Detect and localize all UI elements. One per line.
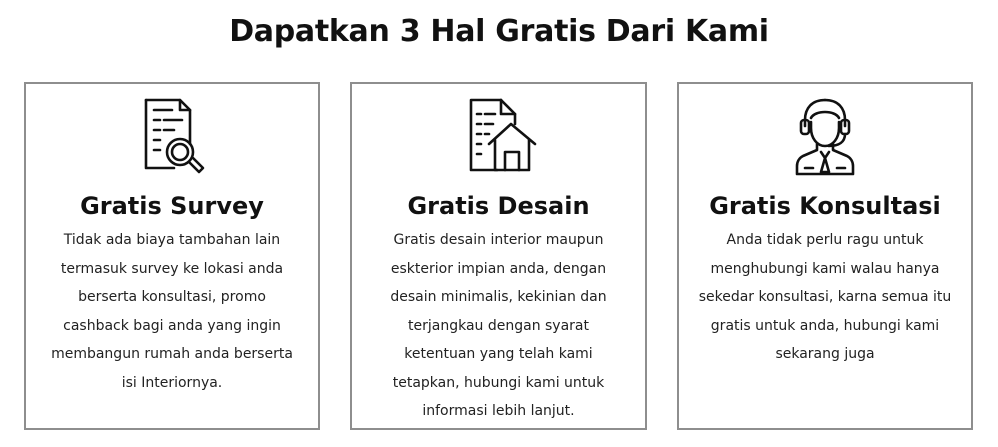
card-title: Gratis Survey bbox=[80, 192, 264, 220]
section-title: Dapatkan 3 Hal Gratis Dari Kami bbox=[229, 14, 769, 49]
description-line: Gratis desain interior maupun bbox=[393, 232, 604, 248]
description-line: ketentuan yang telah kami bbox=[404, 346, 593, 362]
description-line: isi Interiornya. bbox=[121, 374, 223, 391]
card-title: Gratis Desain bbox=[407, 192, 590, 220]
description-line: membangun rumah anda berserta bbox=[51, 346, 293, 362]
description-line: tetapkan, hubungi kami untuk bbox=[392, 374, 605, 391]
card-gratis-desain bbox=[350, 82, 647, 430]
description-line: Anda tidak perlu ragu untuk bbox=[726, 232, 924, 248]
card-gratis-survey bbox=[24, 82, 320, 430]
description-line: berserta konsultasi, promo bbox=[78, 289, 266, 305]
card-description bbox=[362, 226, 635, 426]
description-line: cashback bagi anda yang ingin bbox=[63, 317, 281, 334]
card-gratis-konsultasi bbox=[677, 82, 973, 430]
document-house-icon bbox=[459, 92, 539, 180]
description-line: gratis untuk anda, hubungi kami bbox=[710, 317, 940, 334]
description-line: informasi lebih lanjut. bbox=[422, 403, 575, 419]
description-line: terjangkau dengan syarat bbox=[408, 317, 589, 334]
description-line: termasuk survey ke lokasi anda bbox=[60, 260, 284, 277]
headset-agent-icon bbox=[785, 92, 865, 180]
card-title: Gratis Konsultasi bbox=[709, 192, 941, 220]
description-line: Tidak ada biaya tambahan lain bbox=[63, 232, 281, 248]
card-description bbox=[689, 226, 961, 369]
description-line: desain minimalis, kekinian dan bbox=[390, 289, 607, 305]
description-line: sekarang juga bbox=[775, 346, 875, 362]
description-line: eskterior impian anda, dengan bbox=[390, 260, 607, 277]
document-search-icon bbox=[132, 92, 212, 180]
description-line: menghubungi kami walau hanya bbox=[710, 260, 940, 277]
card-description bbox=[36, 226, 308, 397]
description-line: sekedar konsultasi, karna semua itu bbox=[698, 289, 952, 305]
